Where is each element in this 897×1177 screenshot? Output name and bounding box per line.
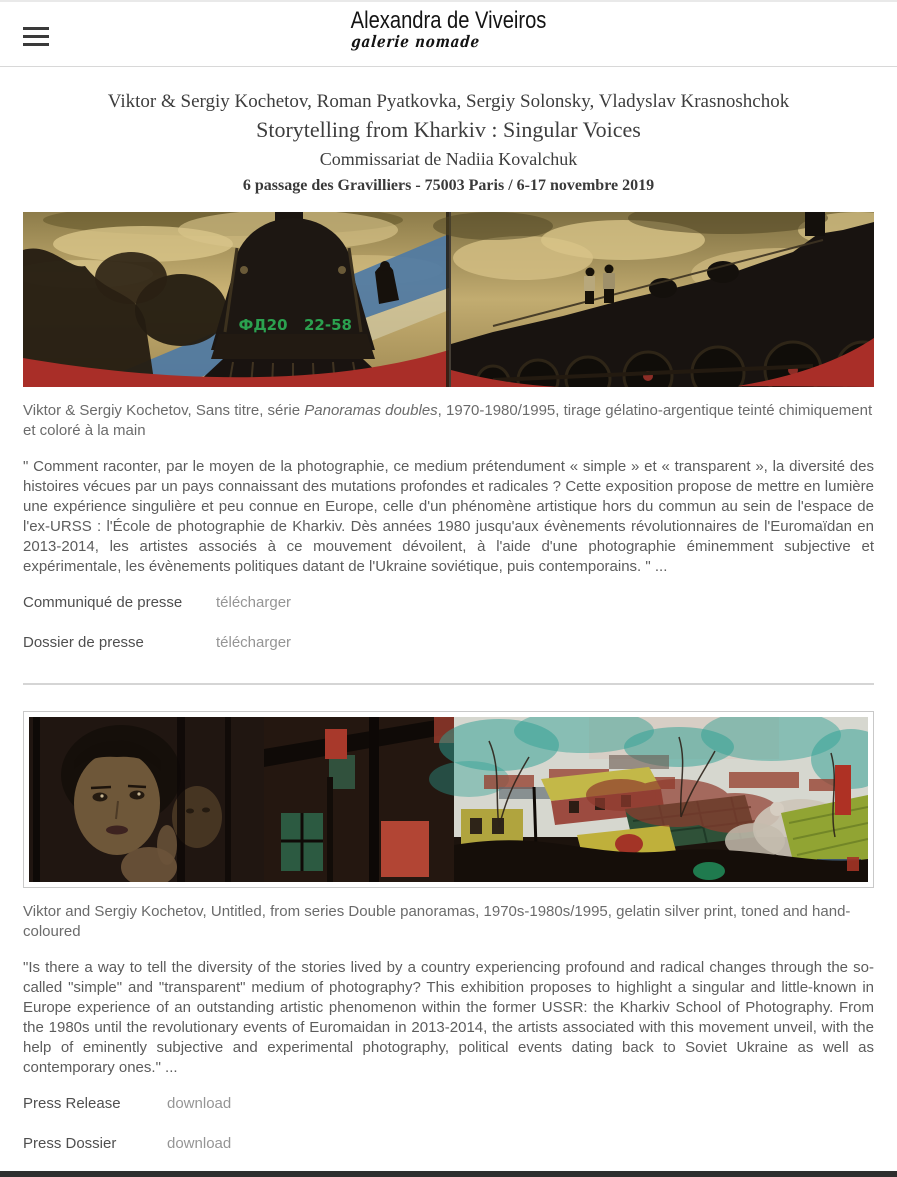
press-text-french: " Comment raconter, par le moyen de la photographie, ce medium prétendument « simple » et « transparent », la diversité des histoires vécues par un pays connaissant des mutations profondes et radicales ? Cette exposition propose de mettre en lumière une expérience singulière et peu connue en Europe, celle d'un phénomène artistique hors du commun au sein de l'espace de l'ex-URSS : l'École de photographie de Kharkiv. Dès années 1980 jusqu'aux évènements révolutionnaires de l'Euromaïdan en 2013-2014, les artistes associés à ce mouvement dévoilent, à l'aide d'une photographie éminemment subjective et expérimentale, les évènements politiques datant de l'Ukraine soviétique, puis contemporains. " ... — [23, 458, 874, 575]
caption-french — [23, 401, 874, 441]
site-header — [0, 0, 897, 67]
section-divider — [23, 683, 874, 685]
press-dossier-label-fr: Dossier de presse — [23, 634, 144, 651]
locomotive-panorama-image — [23, 212, 874, 387]
press-dossier-row-fr — [23, 633, 874, 653]
press-release-download-link-en[interactable]: download — [167, 1095, 232, 1112]
press-release-row-en — [23, 1094, 874, 1114]
footer-bar — [0, 1171, 897, 1177]
press-release-row-fr — [23, 593, 874, 613]
press-release-download-link-fr[interactable]: télécharger — [216, 594, 292, 611]
exhibition-artists: Viktor & Sergiy Kochetov, Roman Pyatkovka, Sergiy Solonsky, Vladyslav Krasnoshchok — [107, 91, 790, 112]
artwork-image-locomotives — [23, 212, 874, 387]
press-dossier-row-en — [23, 1134, 874, 1154]
logo[interactable] — [0, 2, 897, 52]
caption-fr-prefix: Viktor & Sergiy Kochetov, Sans titre, série — [23, 402, 305, 419]
hamburger-menu-icon[interactable] — [23, 27, 49, 46]
main-content — [0, 88, 897, 1154]
village-panorama-image — [29, 717, 868, 882]
press-release-label-fr: Communiqué de presse — [23, 594, 183, 611]
loco-marking-right: 22-58 — [304, 316, 352, 334]
press-dossier-download-link-en[interactable]: download — [167, 1135, 232, 1152]
logo-title: Alexandra de Viveiros — [350, 7, 547, 34]
press-dossier-download-link-fr[interactable]: télécharger — [216, 634, 292, 651]
logo-subtitle: galerie nomade — [350, 32, 481, 51]
exhibition-title: Storytelling from Kharkiv : Singular Voices — [256, 117, 641, 142]
exhibition-header — [23, 88, 874, 198]
exhibition-venue-dates: 6 passage des Gravilliers - 75003 Paris / 6-17 novembre 2019 — [242, 177, 655, 194]
loco-marking-left: ФД20 — [238, 316, 288, 334]
artwork-image-village-frame — [23, 711, 874, 888]
caption-fr-series: Panoramas doubles — [304, 402, 438, 419]
press-release-label-en: Press Release — [23, 1095, 121, 1112]
press-dossier-label-en: Press Dossier — [23, 1135, 117, 1152]
caption-fr-suffix: , 1970-1980/1995, tirage gélatino-argentique teinté chimiquement et coloré à la main — [23, 402, 873, 439]
caption-english: Viktor and Sergiy Kochetov, Untitled, from series Double panoramas, 1970s-1980s/1995, gelatin silver print, toned and hand-coloured — [23, 903, 851, 940]
exhibition-curator: Commissariat de Nadiia Kovalchuk — [319, 149, 578, 169]
press-text-english: "Is there a way to tell the diversity of the stories lived by a country experiencing profound and radical changes through the so-called "simple" and "transparent" medium of photography? This exhibition proposes to highlight a singular and little-known in Europe experience of an outstanding artistic phenomenon within the former USSR: the Kharkiv School of Photography. From the 1980s until the revolutionary events of Euromaidan in 2013-2014, the artists associated with this movement unveil, with the help of eminently subjective and experimental photography, political events dating back to Soviet Ukraine as well as contemporary ones." ... — [23, 959, 874, 1076]
